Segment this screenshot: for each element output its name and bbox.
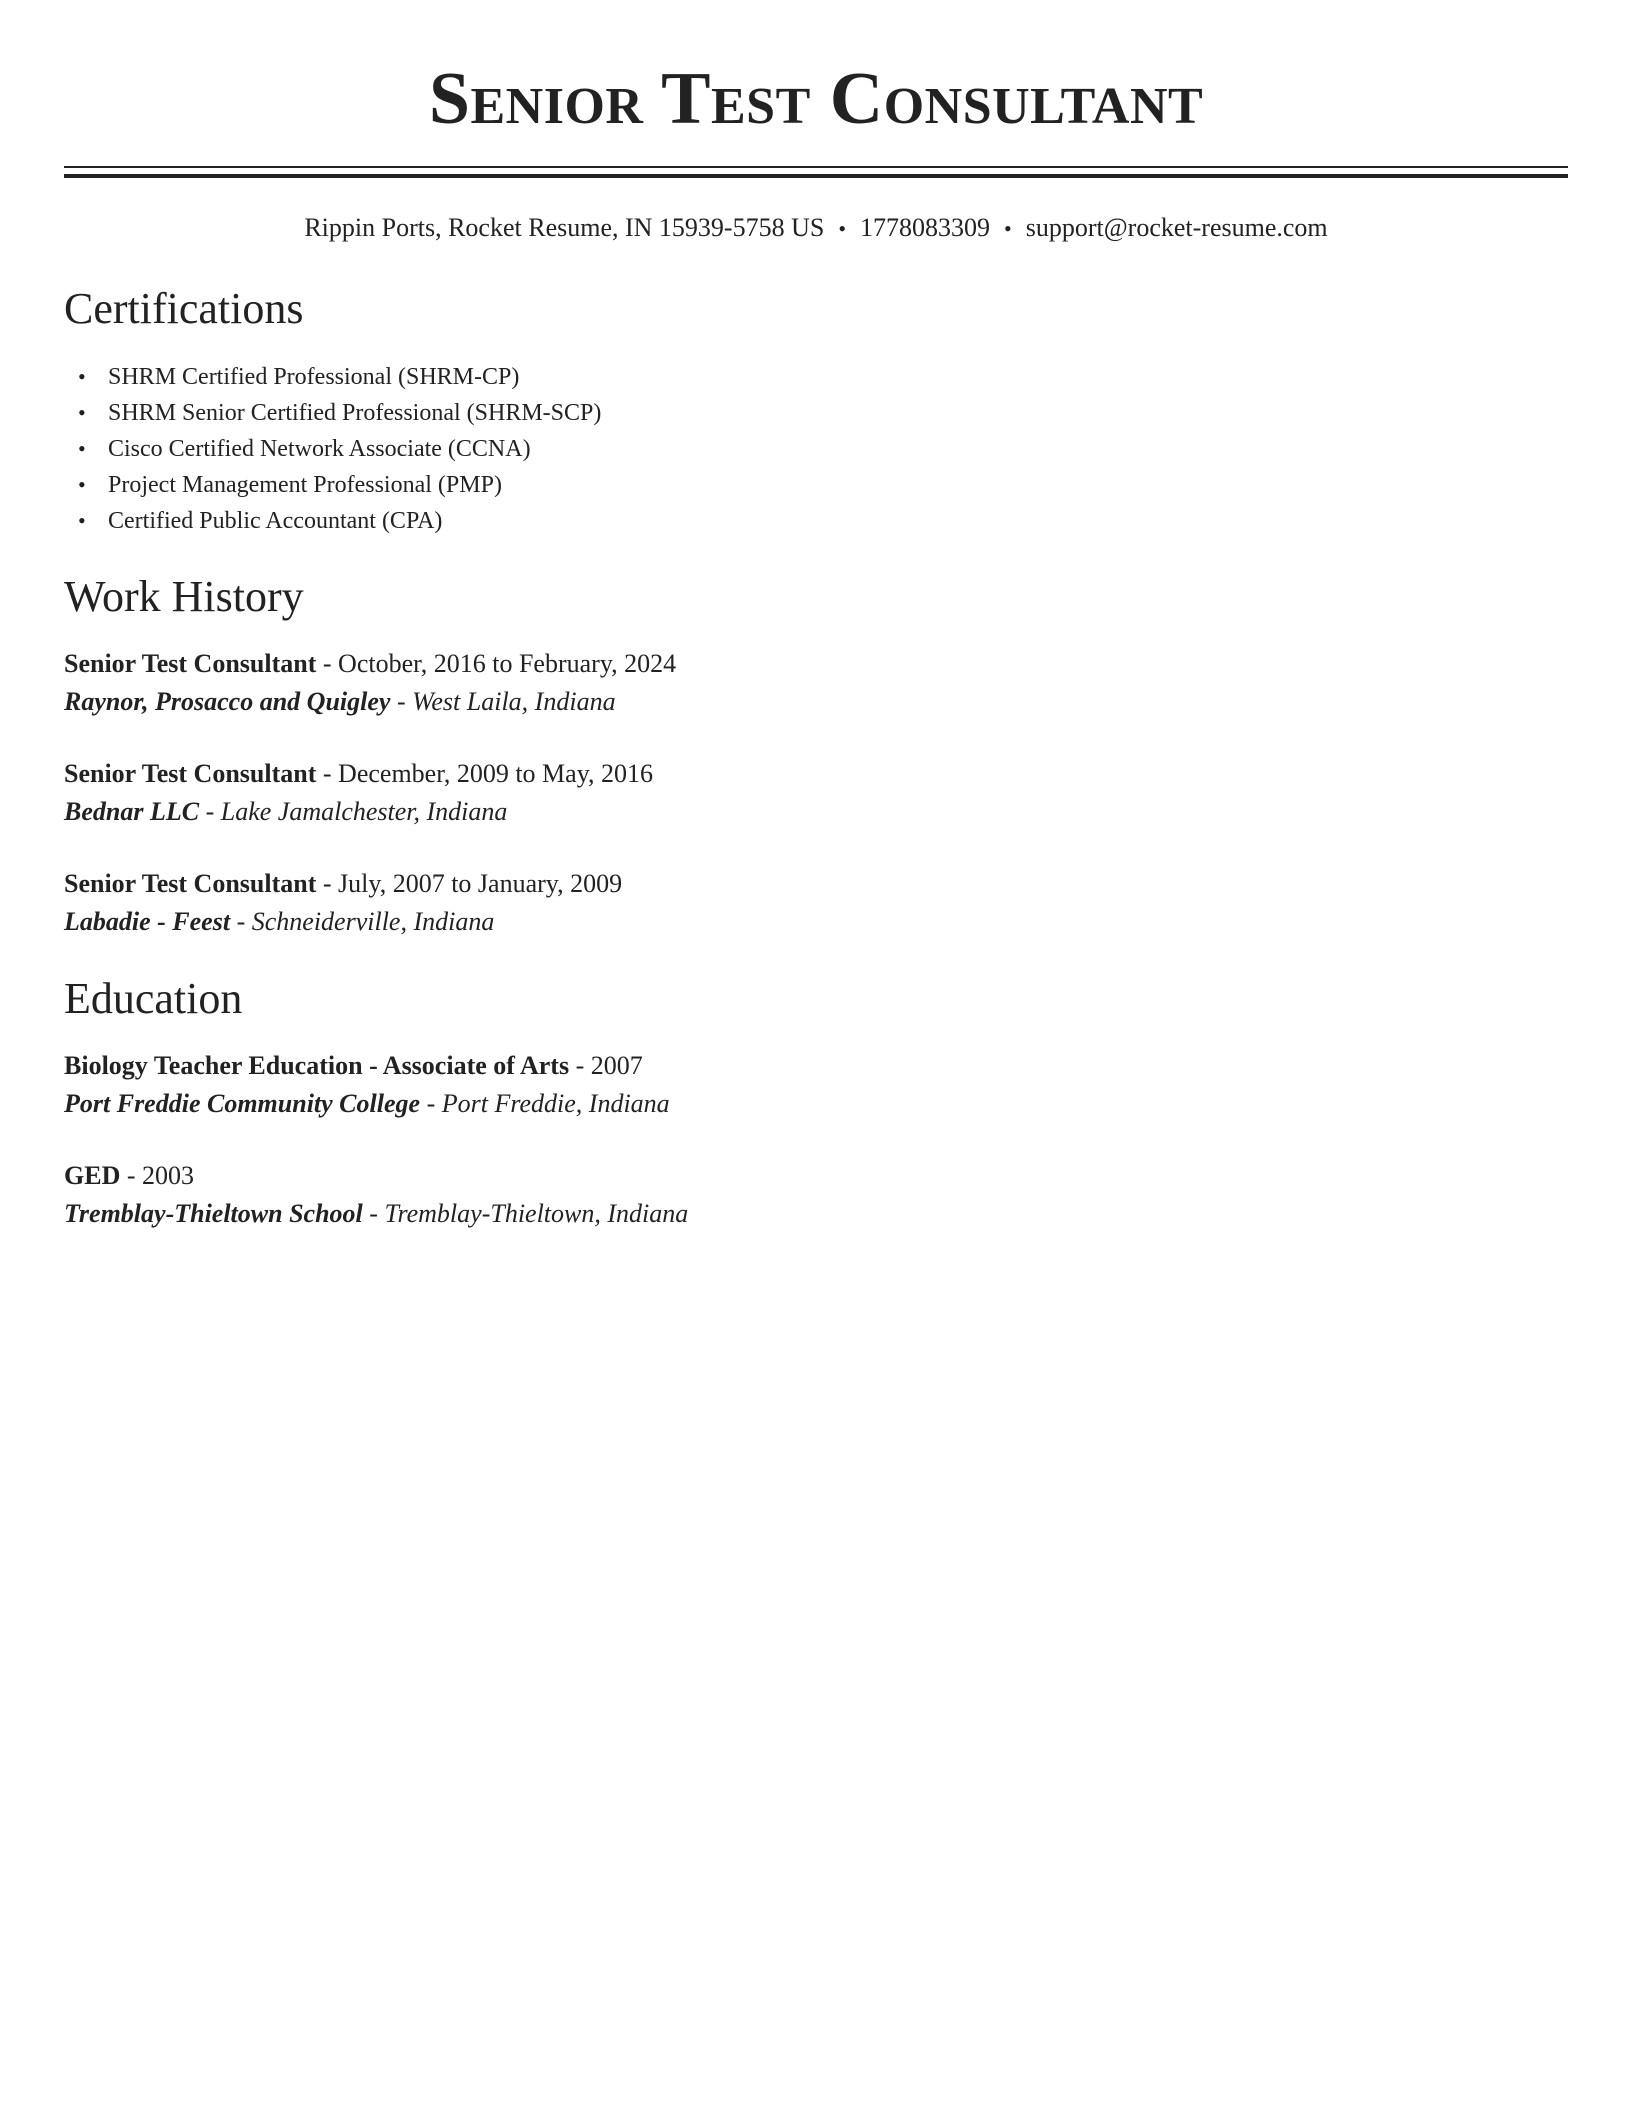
resume-title: Senior Test Consultant [428,58,1204,140]
list-item [64,503,1568,539]
employer-location: Lake Jamalchester, Indiana [220,797,508,826]
certification-label: SHRM Certified Professional (SHRM-CP) [108,364,520,390]
employer-name: Raynor, Prosacco and Quigley [64,687,391,716]
job-dates: October, 2016 to February, 2024 [338,649,677,678]
certification-label: Project Management Professional (PMP) [108,472,502,498]
certification-label: Certified Public Accountant (CPA) [108,508,443,534]
contact-separator: • [1004,216,1012,241]
dash-separator: - [316,759,339,788]
employer-name: Bednar LLC [64,797,200,826]
degree-year: 2003 [142,1161,195,1190]
education-entry [64,1157,1568,1233]
dash-separator: - [230,907,252,936]
employer-location: West Laila, Indiana [412,687,616,716]
degree-year: 2007 [590,1051,643,1080]
education-school-line [64,1195,1568,1233]
contact-line [64,212,1568,245]
dash-separator: - [390,687,413,716]
dash-separator: - [569,1051,591,1080]
education-degree-line [64,1157,1568,1195]
dash-separator: - [316,869,339,898]
certifications-list [64,359,1568,539]
work-entry [64,645,1568,721]
contact-phone: 1778083309 [860,213,991,242]
contact-email: support@rocket-resume.com [1025,213,1328,242]
contact-separator: • [838,216,847,241]
education-heading: Education [64,974,243,1023]
employer-location: Schneiderville, Indiana [251,907,495,936]
degree-name: GED [64,1161,121,1190]
work-entry-line [64,645,1568,683]
degree-name: Biology Teacher Education - Associate of Arts [64,1051,570,1080]
dash-separator: - [120,1161,143,1190]
certification-label: SHRM Senior Certified Professional (SHRM-SCP) [108,400,602,426]
work-employer-line [64,683,1568,721]
dash-separator: - [420,1089,442,1118]
education-entry [64,1047,1568,1123]
list-item [64,431,1568,467]
dash-separator: - [362,1199,385,1228]
title-divider [64,166,1568,178]
school-location: Tremblay-Thieltown, Indiana [384,1199,689,1228]
work-employer-line [64,793,1568,831]
list-item [64,359,1568,395]
work-entry [64,865,1568,941]
list-item [64,467,1568,503]
school-name: Port Freddie Community College [64,1089,421,1118]
employer-name: Labadie - Feest [64,907,231,936]
job-title: Senior Test Consultant [64,649,317,678]
work-employer-line [64,903,1568,941]
contact-address: Rippin Ports, Rocket Resume, IN 15939-5758 US [304,213,825,242]
education-degree-line [64,1047,1568,1085]
work-entry-line [64,755,1568,793]
school-location: Port Freddie, Indiana [441,1089,670,1118]
bullet-icon: • [78,472,86,497]
dash-separator: - [316,649,339,678]
bullet-icon: • [78,436,86,461]
work-history-heading: Work History [64,572,304,621]
dash-separator: - [199,797,221,826]
certification-label: Cisco Certified Network Associate (CCNA) [108,436,531,462]
bullet-icon: • [78,400,86,425]
job-dates: July, 2007 to January, 2009 [338,869,623,898]
bullet-icon: • [78,364,86,389]
job-dates: December, 2009 to May, 2016 [338,759,654,788]
education-school-line [64,1085,1568,1123]
certifications-heading: Certifications [64,284,304,333]
job-title: Senior Test Consultant [64,869,317,898]
bullet-icon: • [78,508,86,533]
job-title: Senior Test Consultant [64,759,317,788]
work-entry-line [64,865,1568,903]
school-name: Tremblay-Thieltown School [64,1199,363,1228]
list-item [64,395,1568,431]
work-entry [64,755,1568,831]
